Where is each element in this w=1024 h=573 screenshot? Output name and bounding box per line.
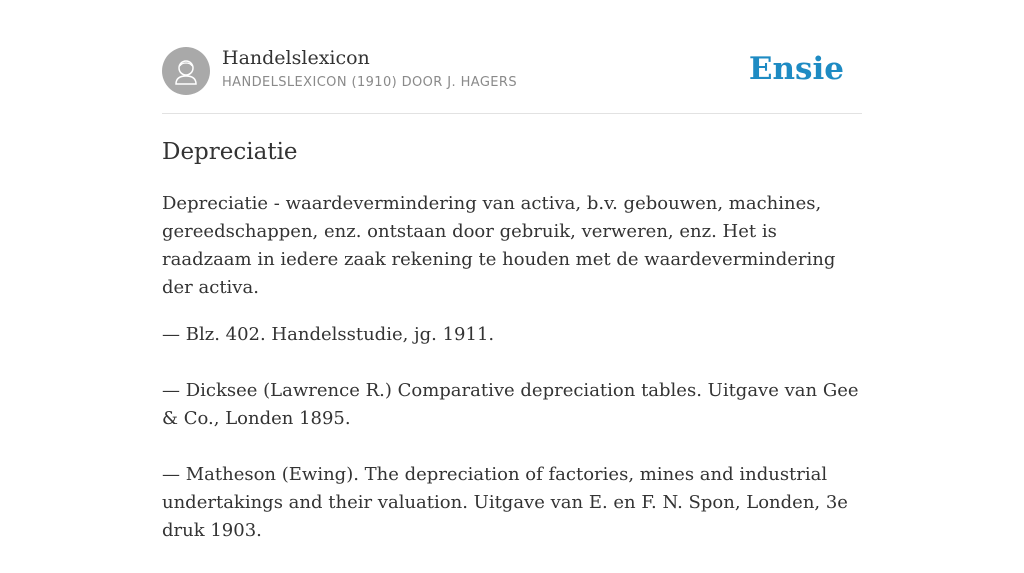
brand-logo[interactable]: Ensie: [748, 51, 844, 87]
entry-body: [162, 190, 862, 573]
reference-item: — Matheson (Ewing). The depreciation of factories, mines and industrial undertakings and their valuation. Uitgave van E. en F. N. Spon, Londen, 3e druk 1903.: [162, 464, 848, 541]
header: [162, 0, 862, 114]
reference-item: — Blz. 402. Handelsstudie, jg. 1911.: [162, 324, 495, 345]
definition-text: Depreciatie - waardevermindering van activa, b.v. gebouwen, machines, gereedschappen, enz. ontstaan door gebruik, verweren, enz. Het is raadzaam in iedere zaak rekening te houden met de waardevermindering der activa.: [162, 193, 836, 298]
avatar[interactable]: [162, 47, 210, 95]
page-container: [162, 0, 862, 541]
reference-item: — Dicksee (Lawrence R.) Comparative depreciation tables. Uitgave van Gee & Co., Londen 1895.: [162, 380, 859, 429]
page-title: Depreciatie: [162, 139, 298, 165]
source-name[interactable]: Handelslexicon: [222, 47, 370, 69]
source-subtitle: HANDELSLEXICON (1910) DOOR J. HAGERS: [222, 75, 517, 90]
user-icon: [162, 47, 210, 95]
